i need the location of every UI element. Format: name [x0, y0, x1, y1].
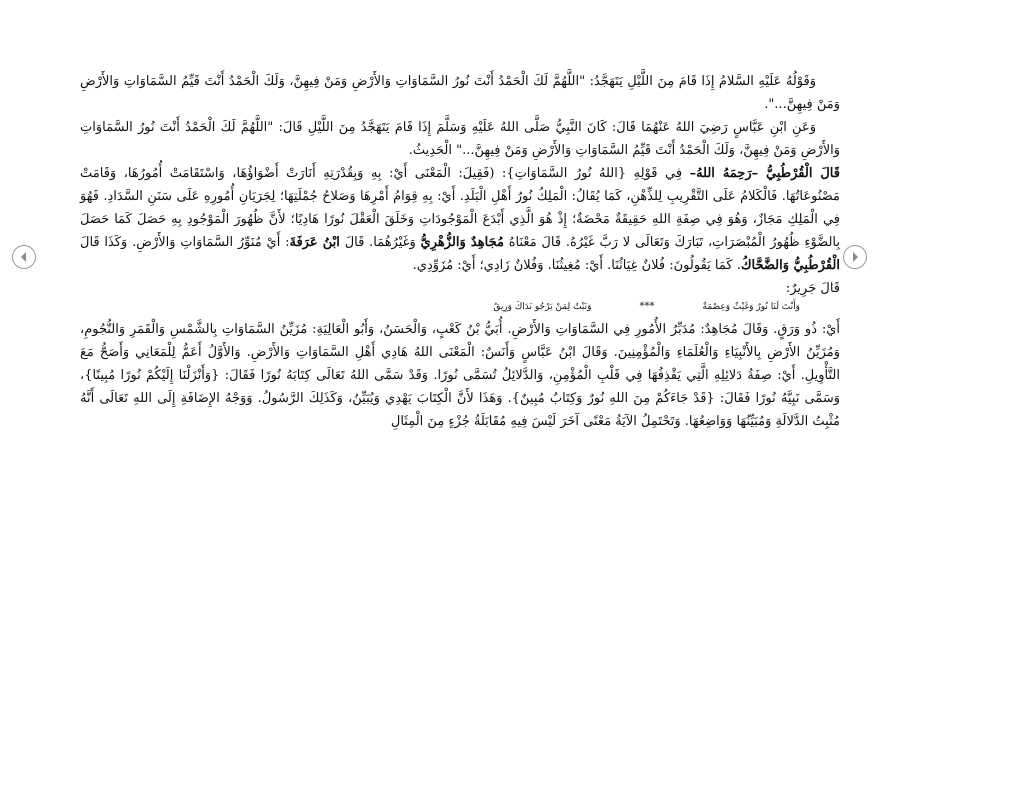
- document-page: [80, 70, 840, 433]
- chevron-left-icon: [18, 251, 30, 263]
- qurtubi-names-2: ابْنُ عَرَفَةَ: [289, 235, 340, 250]
- paragraph-hadith-2: وَعَنِ ابْنِ عَبَّاسٍ رَضِيَ اللهُ عَنْهُمَا قَالَ: كَانَ النَّبِيُّ صَلَّى اللهُ عَلَيْهِ وَسَلَّمَ إِذَا قَامَ يَتَهَجَّدُ مِنَ اللَّيْلِ قَالَ: "اللَّهُمَّ لَكَ الْحَمْدُ أَنْتَ نُورُ السَّمَاوَاتِ وَالأَرْضِ وَمَنْ فِيهِنَّ، وَلَكَ الْحَمْدُ أَنْتَ قَيِّمُ السَّمَاوَاتِ وَالأَرْضِ وَمَنْ فِيهِنَّ..." الْحَدِيثُ.: [80, 120, 840, 158]
- qurtubi-text-e: : أَيْ مُنَوِّرُ السَّمَاوَاتِ وَالأَرْضِ. وَكَذَا قَالَ: [80, 235, 290, 250]
- verse-second-half: وَنَبْتٌ لِمَنْ يَرْجُو نَدَاكَ وَرِيقُ: [493, 302, 592, 312]
- qurtubi-names-3: الْقُرْطُبِيُّ وَالضَّحَّاكُ: [740, 258, 840, 273]
- qurtubi-lead: قَالَ الْقُرْطُبِيُّ –رَحِمَهُ اللهُ–: [689, 166, 840, 181]
- previous-page-button[interactable]: [12, 245, 36, 269]
- paragraph-hadith-1: وَقَوْلُهُ عَلَيْهِ السَّلامُ إِذَا قَامَ مِنَ اللَّيْلِ يَتَهَجَّدُ: "اللَّهُمَّ لَكَ الْحَمْدُ أَنْتَ نُورُ السَّمَاوَاتِ وَالأَرْضِ وَمَنْ فِيهِنَّ، وَلَكَ الْحَمْدُ أَنْتَ قَيِّمُ السَّمَاوَاتِ وَالأَرْضِ وَمَنْ فِيهِنَّ...".: [80, 74, 840, 112]
- poet-label: قَالَ جَرِيرٌ:: [785, 281, 840, 296]
- paragraph-qurtubi: [80, 162, 840, 277]
- verse-first-half: وَأَنْتَ لَنَا نُورٌ وَغَيْثٌ وَعِصْمَةٌ: [702, 302, 800, 312]
- paragraph-commentary: أَيْ: ذُو وَرَقٍ. وَقَالَ مُجَاهِدٌ: مُدَبِّرُ الأُمُورِ فِي السَّمَاوَاتِ وَالأَرْضِ. أُبَيُّ بْنُ كَعْبٍ، وَالْحَسَنُ، وَأَبُو الْعَالِيَةِ: مُزَيِّنُ السَّمَاوَاتِ بِالشَّمْسِ وَالْقَمَرِ وَالنُّجُومِ، وَمُزَيِّنُ الأَرْضِ بِالأَنْبِيَاءِ وَالْعُلَمَاءِ وَالْمُؤْمِنِينَ. وَقَالَ ابْنُ عَبَّاسٍ وَأَنَسٌ: الْمَعْنَى اللهُ هَادِي أَهْلِ السَّمَاوَاتِ وَالأَرْضِ. وَالأَوَّلُ أَعَمُّ لِلْمَعَانِي وَأَصَحُّ مَعَ التَّأْوِيلِ. أَيْ: صِفَةُ دَلائِلِهِ الَّتِي يَقْذِفُهَا فِي قَلْبِ الْمُؤْمِنِ، وَالدَّلائِلُ تُسَمَّى نُورًا. وَقَدْ سَمَّى اللهُ تَعَالَى كِتَابَهُ نُورًا فَقَالَ: {وَأَنْزَلْنَا إِلَيْكُمْ نُورًا مُبِينًا}، وَسَمَّى نَبِيَّهُ نُورًا فَقَالَ: {قَدْ جَاءَكُمْ مِنَ اللهِ نُورٌ وَكِتَابٌ مُبِينٌ}. وَهَذَا لأَنَّ الْكِتَابَ يَهْدِي وَيُبَيِّنُ، وَكَذَلِكَ الرَّسُولُ. وَوَجْهُ الإِضَافَةِ إِلَى اللهِ تَعَالَى أَنَّهُ مُثْبِتُ الدَّلالَةِ وَمُبَيِّنُهَا وَوَاضِعُهَا. وَتَحْتَمِلُ الآيَةُ مَعْنًى آخَرَ لَيْسَ فِيهِ مُقَابَلَةُ جُزْءٍ مِنَ الْمِثَالِ: [80, 322, 840, 429]
- verse-separator: ***: [639, 301, 655, 312]
- qurtubi-names-1: مُجَاهِدٌ وَالزُّهْرِيُّ: [420, 235, 504, 250]
- chevron-right-icon: [849, 251, 861, 263]
- qurtubi-text-c: وَغَيْرُهُمَا. قَالَ: [339, 235, 421, 250]
- qurtubi-text-g: . كَمَا يَقُولُونَ: فُلانٌ غِيَاثُنَا. أَيْ: مُغِيثُنَا. وَفُلانٌ زَادِي؛ أَيْ: مُزَوِّدِي.: [412, 258, 741, 273]
- poem-verse: [80, 300, 800, 314]
- next-page-button[interactable]: [843, 245, 867, 269]
- qurtubi-text-a: فِي قَوْلِهِ {اللهُ نُورُ السَّمَاوَاتِ}: (فَقِيلَ: الْمَعْنَى أَيْ: بِهِ وَبِقُدْرَتِهِ أَنَارَتْ أَضْوَاؤُهَا، وَاسْتَقَامَتْ أُمُورُهَا، وَقَامَتْ مَصْنُوعَاتُهَا. فَالْكَلامُ عَلَى التَّقْرِيبِ لِلذِّهْنِ، كَمَا يُقَالُ: الْمَلِكُ نُورُ أَهْلِ الْبَلَدِ. أَيْ: بِهِ قِوَامُ أَمْرِهَا وَصَلاحُ جُمْلَتِهَا؛ لِجَرَيَانِ أُمُورِهِ عَلَى سَنَنِ السَّدَادِ. فَهُوَ فِي الْمَلِكِ مَجَازٌ، وَهُوَ فِي صِفَةِ اللهِ حَقِيقَةٌ مَحْضَةٌ؛ إِذْ هُوَ الَّذِي أَبْدَعَ الْمَوْجُودَاتِ وَخَلَقَ الْعَقْلَ نُورًا هَادِيًا؛ لأَنَّ ظُهُورَ الْمَوْجُودِ بِهِ حَصَلَ كَمَا حَصَلَ بِالضَّوْءِ ظُهُورُ الْمُبْصَرَاتِ، تَبَارَكَ وَتَعَالَى لا رَبَّ غَيْرُهُ. قَالَ مَعْنَاهُ: [80, 166, 841, 250]
